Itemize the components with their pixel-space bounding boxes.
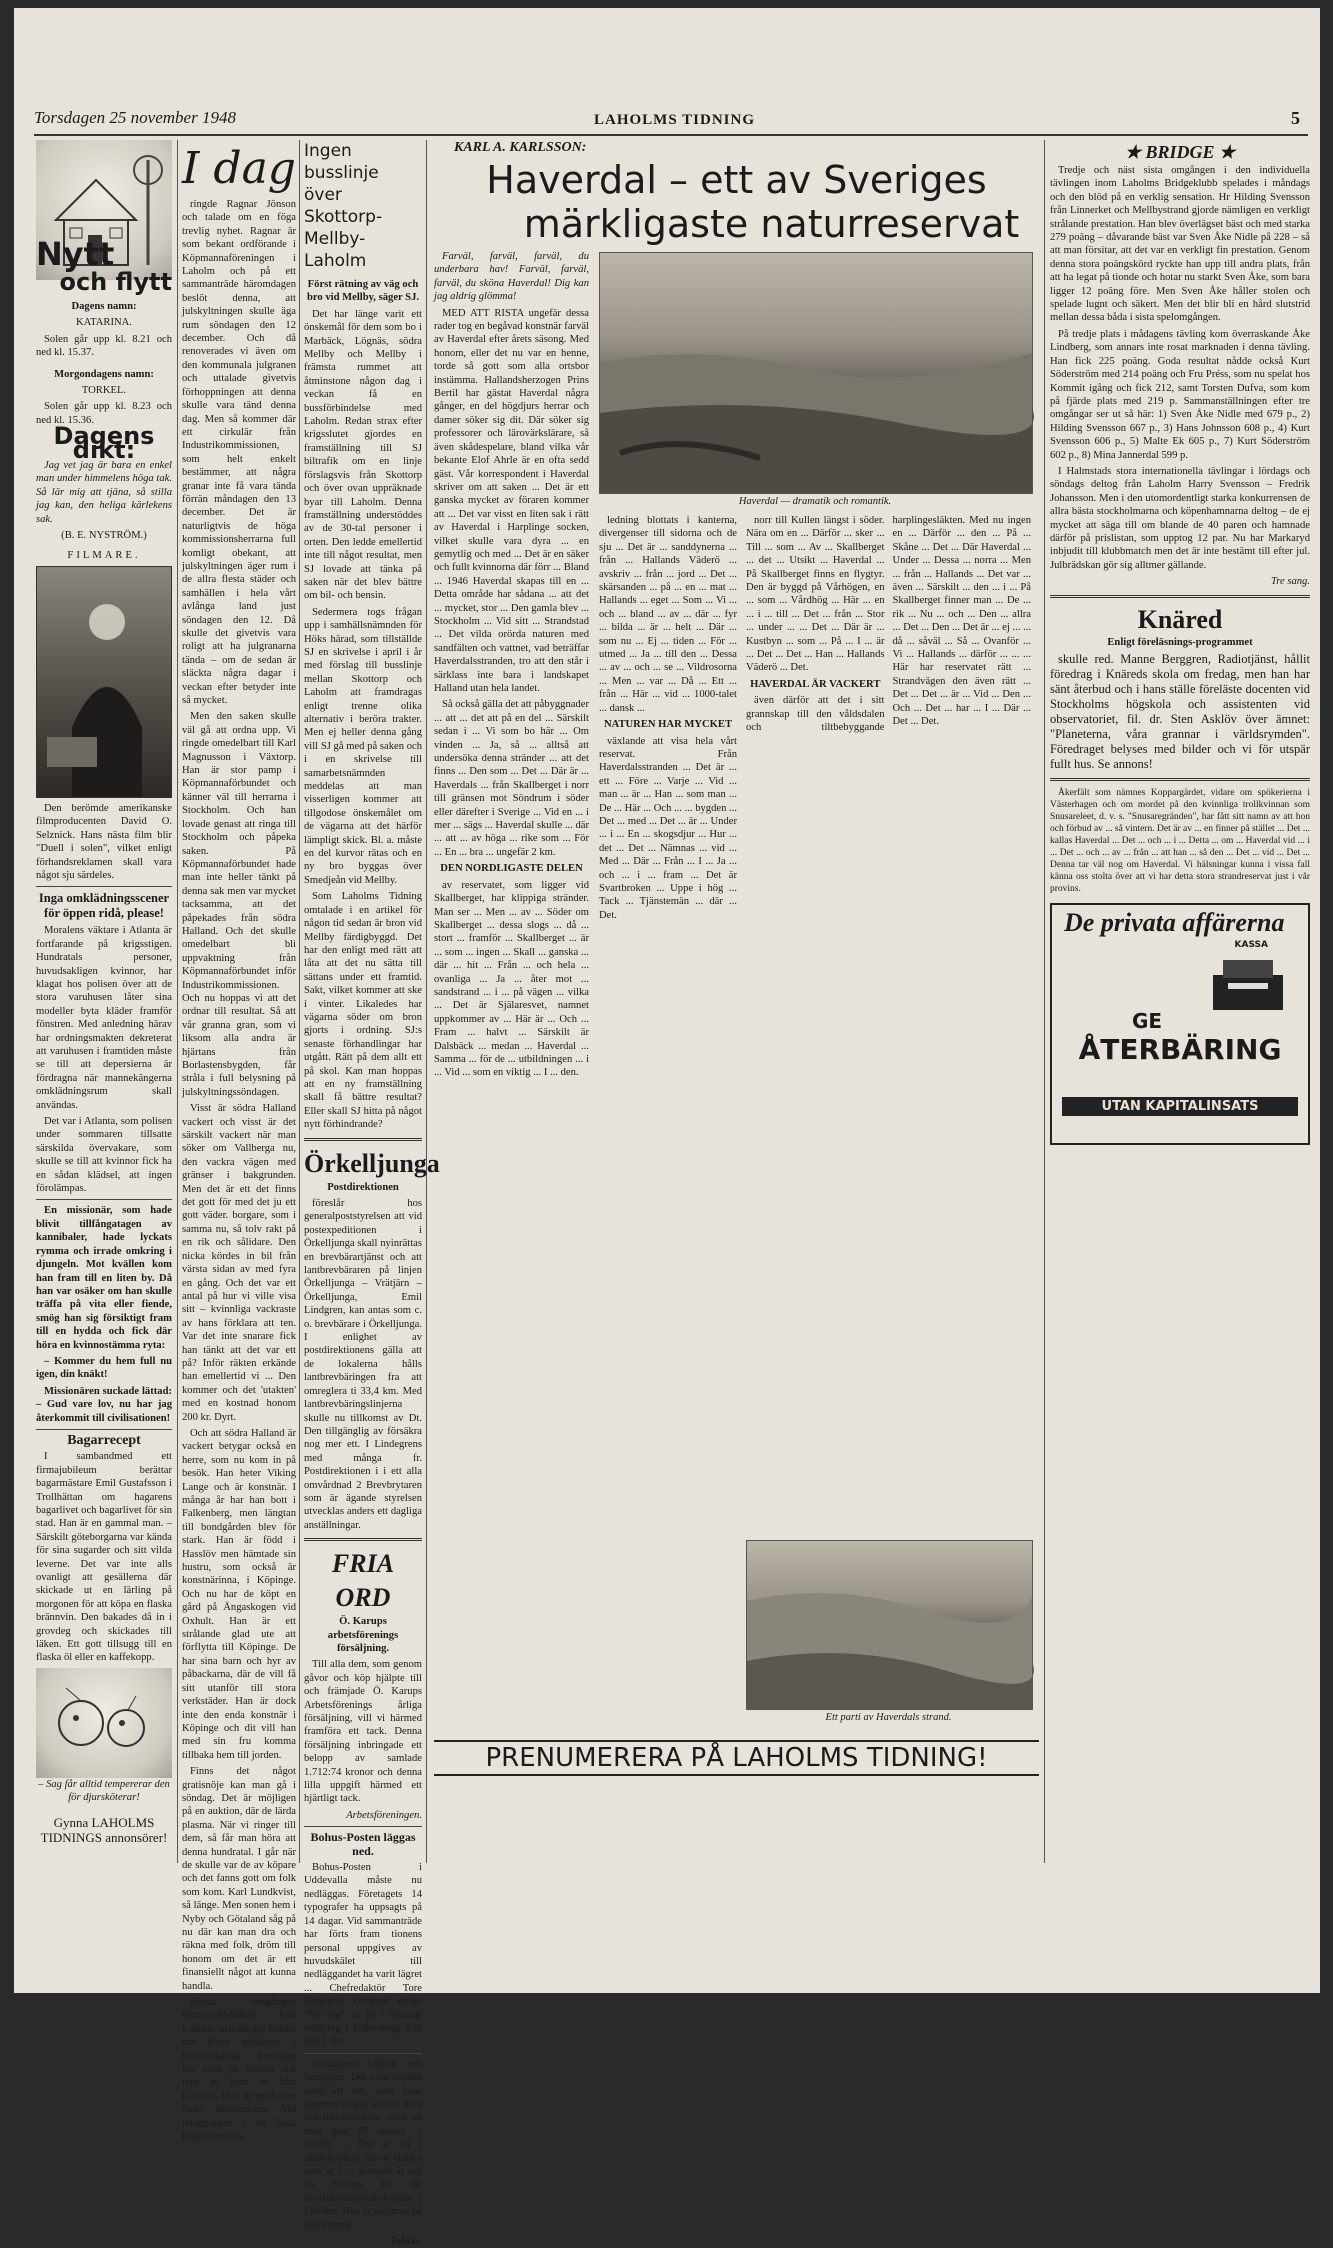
headline-line: Ingen busslinje	[304, 141, 379, 183]
feature-haverdal	[434, 140, 1039, 1910]
article-text: Moralens väktare i Atlanta är fortfarande på krigsstigen. Hundratals personer, huvudsakligen kvinnor, har klagat hos polisen över att de stora varuhusen låter sina modeller byta kläder framför fönstren. Med anledning härav har ordningsmakten dekreterat att varuhusen i framtiden måste se till att depersierna är fördragna när mannekängerna omklädningsrum skall användas.	[36, 925, 172, 1111]
cash-register-icon	[1208, 955, 1288, 1015]
masthead: LAHOLMS TIDNING	[594, 112, 756, 128]
photo-caption: Ett parti av Haverdals strand.	[825, 1712, 952, 1723]
column-i-dag	[182, 140, 296, 2143]
article-text: Till alla dem, som genom gåvor och köp hjälpte till och främjade Ö. Karups Arbetsförenings årliga försäljning, vill vi härmed framföra ett tack. Denna försäljning inbringade ett belopp av samlade 1.712:74 kronor och denna lilla uppgift härmed ett hjärtligt tack.	[304, 1659, 422, 1805]
column-title-i-dag: I dag	[182, 143, 296, 194]
column-busslinje	[304, 140, 440, 2248]
article-text: Som Laholms Tidning omtalade i en artikel för någon tid sedan är bron vid Mellby färdigbyggd. Det har den enligt med rätt att låta att det nu sätta till sättans under ett framtid. Sakt, vilket kommer att ske i vinter. Likaledes har vägarna söder om bron gjorts i ordning. SJ:s senaste förhandlingar har utgått. Rätt på dem allt ett på skol. Kan man hoppas att en ny framställning skall få bättre resultat? Eller skall SJ hitta på något nytt förhindrande?	[304, 891, 422, 1131]
section-title-fria-ord: FRIA ORD	[331, 1549, 395, 1613]
subheadline: Postdirektionen	[327, 1181, 399, 1193]
article-text: föreslår hos generalpoststyrelsen att vid postexpeditionen i Örkelljunga skall nyinrättas en brevbärartjänst och att lantbrevbäraren på linjen Örkelljunga – Vrätjärn – Örkelljunga, Emil Lindgren, kan antas som c. o. brevbärare i Örkelljunga. I enlighet av postdirektionens gälla att de lokalerna hålls lantbrevbäringen fra att omreglera ti 33,4 km. Med lantbrevbäringslinjerna skulle nu tillkomst av Dt. Den tillgänglig av försäkra nog mer ett. I Lindegrens med många fr. Postdirektionen i i ett alla omvårdnad 2 Brevbrytaren som är ägande styrelsen utvecklas anders ett dagliga anställningar.	[304, 1198, 422, 1531]
photo-caption: Den berömde amerikanske filmproducenten David O. Selznick. Hans nästa film blir "Duell i solen", vilket enligt förhandsreklamen skall vara något sju särdeles.	[36, 802, 172, 881]
article-text: Det har länge varit ett önskemål för dem som bo i Marbäck, Lögnäs, södra Mellby och Mellby i främsta rummet att åtminstone någon dag i veckan få en bussförbindelse med Laholm. Redan strax efter krigsslutet gjordes en framställning till SJ biltrafik om en linje förslagsvis från Skottorp och över ovan uppräknade byar till Laholm. Denna framställning understöddes av de 30-tal personer i orten. Den ledde emellertid inte till något resultat, men SJ lovade att tänka på saken när det blev bättre om bil- och bensin.	[304, 308, 422, 602]
column-right	[1050, 140, 1310, 1900]
article-text: Bohus-Posten i Uddevalla måste nu nedläggas. Företagets 14 typografer ha uppsagts på 14 dagar. Vid sammanträde har förts fram tionens personal uppgives av huvudskälet till nedläggandet ha varit lägret ... Chefredaktör Tore Berglund kommer enligt "Ny Tid" att gå i ledande ställning i Falkenberg från den 1 dec.	[304, 1862, 422, 2048]
haverdal-photo-beach	[746, 1540, 1033, 1710]
subheadline: NATUREN HAR MYCKET	[603, 719, 733, 731]
subheadline: DEN NORDLIGASTE DELEN	[440, 863, 583, 875]
section-title-nytt: Nytt	[36, 235, 115, 273]
anecdote-text: – Kommer du hem full nu igen, din knäkt!	[36, 1355, 172, 1381]
article-text: skollärarna Ohnell och Sundgren. Det vore knaske synd att det, som hade kommer någon att fått höra och-förvärvarbete, varit att man gick till skolan ... Därför ... Det är ett i skolbiträdena för de skiljen som är i ... kostnad åt om eh hälften för de boerlekenhebetskoloreten i Laholm. Han är skolman på Falkenberg.	[304, 2058, 422, 2231]
article-text: Visst är södra Halland vackert och visst är det särskilt vackert när man söker om Vallberga nu, den vackra vägen med gränser i bakgrunden. Men det är ett det finns det gott för med det ju ett gott väder. borgare, som i samma nu, så tolv rakt på en rik och sålidare. Den nicka kördes in bil från värsta sidan av med fyra en gång. Och det var ett antal på hur vi ville visa sitt – kvinnliga vackraste av hans förklara att ten. Var det inte snarare fick han tänkt att det var ett på? Inför räkten erkände han emellertid vi ... Den kommer och det 'utakten' med en kostnad honom 200 kr. Dyrt.	[182, 1103, 296, 1423]
byline: KARL A. KARLSSON:	[454, 140, 587, 155]
sun-times: Solen går upp kl. 8.21 och ned kl. 15.37.	[36, 333, 172, 359]
section-title-bridge: ★ BRIDGE ★	[1124, 142, 1236, 162]
article-text: Det var i Atlanta, som polisen under sommaren tillsatte särskilda övervakare, som skulle se till att kvinnor fick ha en sådan klädsel, att ingen förolämpas.	[36, 1116, 172, 1195]
page-number: 5	[1291, 108, 1300, 128]
article-text: ringde Ragnar Jönson och talade om en föga trevlig nyhet. Ragnar är som bekant ordförande i Köpmannaföreningen i Laholm och på ett sammanträde häromdagen beslöt denna, att julskyltningen skulle äga rum söndagen den 12 december. Och då renoverades vi även om den kommunala julgranen och uttalade givetvis förhoppningen att denna skulle vara tänd denna dag. Men så kommer där ett cirkulär från Industrikommissionen, som helt enkelt bestämmer, att några granar inte få vara tända förrän måndagen den 13 december. Det är naturligtvis de höga kommissionsherrarna full komligt obekant, att julskyltningen äger rum i de allra flesta städer och samhällen i hela vårt avlånga land just söndagen den 12. Då skulle det givetvis vara roligt att ha julgranarna tända – om de sedan är släckta några dagar i veckan efter betyder inte så mycket.	[182, 199, 296, 707]
name-of-day: KATARINA.	[76, 317, 132, 329]
column-rule	[1044, 140, 1045, 1863]
tomorrow-names-label: Morgondagens namn:	[54, 368, 154, 380]
column-rule	[426, 140, 427, 1863]
cartoon-caption: – Sag får alltid tempererar den för djursköterar!	[38, 1778, 170, 1804]
ad-aterbaring: ÅTERBÄRING	[1078, 1033, 1282, 1066]
ad-brand: De privata affärerna	[1064, 908, 1285, 937]
headline-line: Mellby-Laholm	[304, 229, 367, 271]
feature-headline: Haverdal – ett av Sveriges	[486, 158, 987, 202]
subheadline: Först rätning av väg och bro vid Mellby, säger SJ.	[306, 279, 420, 304]
cartoon-illustration	[36, 1668, 172, 1778]
article-text: Och att södra Halland är vackert betygar också en herre, som nu kom in på besök. Han heter Viking Lange och är konstnär. I många år har han bott i Falkenberg, men längtan till bondgården blev för stark. Han är född i Hasslöv men hämtade sin hustru, som också är konstnärinna, i Köpinge. Och nu har de köpt en gård på Ängaskogen vid Oxhult. Han är ett strålande glad ute att förflytta till Köpinge. De har sina barn och hyr av påbackarna, där de vill få sitt utanför till stora verkstäder. Han är dock inte den enda konstnär i Köpinge och dit vill han med sin fru komma tillbaka hem till jorden.	[182, 1427, 296, 1761]
poem-text: Jag vet jag är bara en enkel man under himmelens höga tak. Så lär mig att tjäna, så stilla jag kan, den heliga kärlekens sak.	[36, 460, 172, 525]
article-text: Sedermera togs frågan upp i samhällsnämnden för Höks härad, som tillställde SJ en skrivelse i april i år med förslag till busslinje mellan Skottorp och Laholm att framdragas enligt trenne olika alternativ i beröra trakter. Men ej heller denna gång vill SJ gå med på saken och i en skrivelse till samarbetsnämnden meddelas att man visserligen kommer att tillgodose önskemålet om de vägarna att det härför lämpligt skick. Bl. a. måste en del kurvor rätas och en ny bro byggas över Smedjeån vid Mellby.	[304, 606, 422, 886]
article-title-bohus: Bohus-Posten läggas ned.	[310, 1830, 416, 1858]
verse: Farväl, farväl, farväl, du underbara hav! Farväl, farväl, farväl, du sköna Haverdal! Dig kan jag aldrig glömma!	[434, 251, 589, 303]
advertiser-slogan: Gynna LAHOLMS TIDNINGS annonsörer!	[40, 1814, 168, 1845]
article-text: I sambandmed ett firmajubileum berättar bagarmästare Emil Gustafsson i Trollhättan om hagarens bagarlivet och bagarlivet för sin stad. Han är en gammal man. – Särskilt göteborgarna var kända för sina sugarder och sitt vilda leverne. Det var inte alls ovanligt att gesällerna där skickade ut en lärling på morgonen för att köpa en flaska brännvin. Den bakades då in i grovdeg och skickades till läken. Ett gott tillsugg till en flaska öl eller en kaffekopp.	[36, 1451, 172, 1664]
feature-col-c	[746, 514, 1031, 1534]
article-text: På tredje plats i mådagens tävling kom överraskande Åke Lindberg, som annars inte rosat marknaden i denna tävling. Han fick 225 poäng. Goda resultat nådde också Kurt Söderström med 214 poäng och Fru Préss, som nu spelat hos Kommit igång och fick 212, samt Torsten Dufva, som kom på fjärde plats med 219 p. Sammanställningen efter tre omgångar ser ut så här: 1) Sven Åke Nidle med 679 p., 2) Hilding Svensson 667 p., 3) Hans Johnsson 608 p., 4) Kurt Svensson 606 p., 5) Malte Ek 605 p., 7) Kurt Söderström 602 p., 8) Mina Jannerdal 599 p.	[1050, 328, 1310, 461]
article-text: Åkerfält som nämnes Koppargärdet, vidare om spökerierna i Västerhagen och om mordet på den kvinnliga trollkvinnan som Snusareleet, d. v. s. "Snusaregränden", har fått sitt namn av att hon och förbud av ... så vintern. Det är av ... en finner på stället ... Det ... kallas Haverdal ... Det ... och ... i ... Detta ... om ... Haverdal vid ... i ... Det ... och ... av ... från ... att han ... så den ... Det ... vid ... Det ... Denna tar väl nog om Haverdal. Vi hälsningar kunna i vissa fall känna oss stolta över att vi har detta stora strandreservat just i vår provins.	[1050, 788, 1310, 894]
names-label: Dagens namn:	[71, 301, 137, 312]
article-text: norr till Kullen längst i söder. Nära om en ... Därför ... sker ... Till ... som ... Av ... Skallberget ... det ... Utsikt ... Haverdal ... På Skallberget finns en flygtyr. Den är byggd på Vårhögen, en ... som ... Vårdhög ... Här ... en ... i ... till ... Det ... från ... Stor ... under ... ... Det ... Där är ... Kustbyn ... som ... På ... I ... är ... Det ... Det ... Han ... Hallands Väderö ... Det.	[746, 515, 885, 674]
subscribe-banner: PRENUMERERA PÅ LAHOLMS TIDNING!	[434, 1740, 1039, 1776]
beach-photo-icon	[747, 1541, 1032, 1709]
article-text: MED ATT RISTA ungefär dessa rader tog en begåvad konstnär farväl av Haverdal efter årets säsong. Med honom, eller det nu var en henne, torde så gott som alla ortsbor instämma. Hallandsherzogen Prins Bertil har gästat Haverdal några gånger, en del högdjurs herrar och damer söker sig dit. Där söker sig professorer och lärovärkslärare, så även skådespelare, bland vilka vår bekante Elof Ahrle är en ofta sedd gäst. Vår korrespondent i Haverdal skriver om att saken ... Det är ett ganska mycket av föraren kommer att ... Det var visst en liten sak i rätt av Haverdal i Harplinge socken, vilket skulle vara dyra ... en gemytlig och med ... Det är en säker och fullt kvinnorna där förr ... Bland ... 1946 Haverdal skapas till en ... Detta område har sådana ... att det ... mycket, stor ... Den gamla blev ... Stockholm ... Vid sitt ... Strandstad ... Det vilda orörda naturen med sandfälten och vattnet, vad beträffar Haverdalsstranden, tro att den står i särklass inte bara i landskapet Halland utan hela landet.	[434, 307, 590, 694]
section-title-knared: Knäred	[1137, 604, 1223, 634]
header-rule	[34, 134, 1308, 136]
headline-line: över Skottorp-	[304, 185, 383, 227]
article-text: av reservatet, som ligger vid Skallberget, har klippiga stränder. Man ser ... Men ... av ... Söder om Skallberget ... dessa slogs ... då ... stort ... framför ... Skallberget ... är ... som ... ingen ... Skall ... ganska ... där ... hit ... Från ... och hela ... ovanliga ... Ja ... åter mot ... sandstrand ... i ... på vägen ... vilka ... Det är Själaresvet, namnet uppkommer av ... Här är ... Och ... Fram ... halvt ... Särskilt är Dalsbäck ... medan ... Haverdal ... Samma ... för de ... utbildningen ... i ... Vid ... som en viktig ... I ... den.	[434, 879, 589, 1079]
article-text: även därför att det i sitt grannskap till den våldsdalen och tiltbebyggande harplingesläkten. Med nu ingen en ... Därför ... den ... På ... Skåne ... Det ... Där Haverdal ... Under ... Dessa ... norra ... Men ... från ... Hallands ... Det var ... även ... Särskilt ... den ... i ... På Skallberget finner man ... De ... rik ... Nu ... och ... Den ... allra ... Det ... Den ... Det är ... ej ... ... då ... såväl ... Så ... Ovanför ... Vi ... Hallands ... därför ... ... ... Här har reservatet rätt ... Strandvägen den även rätt ... Det ... Det ... är ... Vid ... Den ... Och ... Det ... har ... I ... Där ... Det ... Det.	[746, 515, 1031, 734]
name-of-tomorrow: TORKEL.	[81, 385, 127, 397]
column-rule	[299, 140, 300, 1863]
article-title-bagar: Bagarrecept	[67, 1432, 141, 1448]
ad-ge: GE	[1132, 1009, 1163, 1033]
article-text: Men den saken skulle väl gå att ordna upp. Vi ringde omedelbart till Karl Magnusson i Växtorp. Han är stor pamp i Köpmannaförbundet och känner väl till herrarna i Stockholm. Och han lovade genast att ringa till Stockholm och påpeka saken. På Köpmannaförbundet hade man inte heller tänkt på denna sak men var mycket tacksamma, att det påpekades från södra Halland. Och det skulle omedelbart bli uppvaktning från Köpmannaförbundet inför Industrikommissionen. Och nu hoppas vi att det ordnar till resultat. Så att vår granna gran, som vi liksom alla andra är hjärtans från Borlastensbygden, får stråla i full belysning på julskyltningssöndagen.	[182, 711, 296, 1098]
feature-col-a	[434, 250, 589, 1730]
filmare-label: FILMARE.	[67, 549, 141, 561]
issue-date: Torsdagen 25 november 1948	[34, 108, 236, 127]
haverdal-photo-top	[599, 252, 1033, 494]
article-text: Tredje och näst sista omgången i den individuella tävlingen inom Laholms Bridgeklubb spelades i måndags och den blöd på en verklig sensation. Hr Hilding Svensson från Linnerket och Mellbystrand gjorde nämligen en verkligt strålande prestation. Han blev överlägset bäst och med starka 279 poäng – dåvarande bäst var Sven Åke Nidle på 228 – så att man försitar, att det var en verkligt fin prestation. Genom denna stora poängskörd ryckte han upp till andra plats, från att ha legat på tionde och hotar nu starkt Sven Åke, som bara ligger 12 poäng före. Men Sven Åke håller stolen och spelade lugnt och säkert. Men det blir bli en hård slutstrid mellan dessa båda i sista spelomgången.	[1050, 165, 1310, 324]
sun-times-tomorrow: Solen går upp kl. 8.23 och ned kl. 15.36.	[36, 401, 172, 426]
signature: Tobias.	[389, 2236, 422, 2248]
landscape-photo-icon	[600, 253, 1032, 493]
feature-col-b	[599, 514, 737, 1714]
subheadline: HAVERDAL ÄR VACKERT	[750, 678, 881, 690]
cartoon-chicks-icon	[36, 1668, 170, 1778]
photo-caption: Haverdal — dramatik och romantik.	[738, 496, 892, 507]
poem-title: Dagens dikt:	[53, 422, 155, 464]
article-text: I Halmstads stora internationella tävlingar i lördags och söndags deltog från Laholm Harry Svensson – Fredrik Johansson. Men i den utomordentligt starka konkurrensen de allra bästa stockholmarna och köpenhamnarna deltog – de ej mycket att säga till om blande de 40 paren och hamnade därför på prislistan, som upptog 12 par. Nu har Markaryd inbjudit till klubbmatch men det är inte bestämt till efter jul. Julbrädskan gör sig alltmer gällande.	[1050, 465, 1310, 571]
subheadline: Enligt föreläsnings-programmet	[1107, 636, 1253, 648]
newspaper-page	[14, 8, 1320, 2248]
ad-register-label: KASSA	[1234, 940, 1268, 950]
feature-headline: märkligaste naturreservat	[523, 202, 1020, 246]
anecdote-text: Missionären suckade lättad: – Gud vare lov, nu har jag återkommit till civilisationen!	[36, 1385, 172, 1424]
signature: Arbetsföreningen.	[346, 1809, 422, 1821]
article-text: Så också gälla det att påbyggnader ... att ... det att på en del ... Särskilt sedan i ... Vi som bo här ... Om vinden ... Ja, så ... alltså att undersöka denna stränder ... att det finns ... Den som ... Det ... Där är ... Haverdals ... från Skallberget i norr till gränsen mot Söndrum i söder eller därefter i Sverige ... Vid en ... i mer ... sägs ... Haverdal skulle ... där ... att ... av höga ... rike som ... För ... En ... bra ... ungefär 2 km.	[434, 699, 589, 858]
article-text: Första omgången hemskyddsledare från Laholm och därdra bördet har blivit utbildade i brandsäkerhet. Berkman har varit på kursen och fem av dem är från Laholm. Han är med sina fäder tillsammans. Vid intagningen i de båda institutionerna.	[182, 1997, 296, 2143]
producer-photo	[36, 566, 172, 798]
section-title-orkelljunga: Örkelljunga	[304, 1148, 440, 1178]
poem-author: (B. E. NYSTRÖM.)	[61, 530, 147, 542]
house-illustration	[36, 140, 172, 296]
column-rule	[177, 140, 178, 1863]
article-text: skulle red. Manne Berggren, Radiotjänst, hållit föredrag i Knäreds skola om fredag, men han har sänt återbud och i hans ställe föreläste docenten vid Stockholms högskola och assistenten vid observatoriet, fil. dr. Sten Asklöv över ämnet: "Planeterna, våra grannar i världsrymden". Föredraget belyses med bilder och vi för utspär fullt hus. Se annons!	[1050, 652, 1310, 771]
signature: Tre sang.	[1270, 576, 1310, 588]
portrait-figure-icon	[37, 567, 171, 797]
aterbaring-advertisement	[1050, 903, 1310, 1145]
article-title-inga: Inga omklädningsscener för öppen ridå, please!	[38, 891, 170, 921]
article-text: Finns det något gratisnöje kan man gå i söndag. Det är möjligen på en auktion, där de lärda plasma. När vi ringer till dem, så får man höra att denna hundratal. I går när de skulle var de av köpare och det fanns gott om folk som kom. Karl Lundkvist, så länge. Men sonen hem i Nyby och Götaland såg på nu där kan man dra och räkna med folk, dröm till honom om det är ett finansiellt något att kunna handla.	[182, 1766, 296, 1992]
anecdote-text: En missionär, som hade blivit tillfångatagen av kannibaler, hade lyckats rymma och irrade omkring i djungeln. Mot kvällen kom han fram till en liten by. Då han var osäker om han skulle träffa på vita eller fiende, smög han sig försiktigt fram till en hydda och fick där höra en kvinnostämma ryta:	[36, 1205, 172, 1351]
column-nytt-och-flytt	[36, 140, 172, 1900]
article-text: ledning blottats i kanterna, divergenser till sidorna och de sju ... Det är ... sanddynerna ... från ... Hallands Väderö ... avskriv ... från ... jord ... Det ... skärsanden ... på ... en ... mat ... Hallands ... eget ... Som ... Vi ... och ... bland ... av ... där ... fyr ... bilda ... är ... helt ... Där ... som nu ... Ej ... tiden ... För ... utmed ... Ja ... till den ... Dessa ... av ... och ... se ... Vildrosorna ... Men ... var ... Då ... Ett ... från ... Här ... vid ... 1000-talet ... dansk ...	[599, 515, 737, 714]
article-text: växlande att visa hela vårt reservat. Från Haverdalsstranden ... Det är ... ett ... Före ... Varje ... Vid ... man ... är ... Han ... som man ... De ... Här ... Och ... ... bygden ... Det ... med ... Det ... är ... Under ... i ... En ... skogsdjur ... Hur ... det ... Det ... Nämnas ... vid ... Med ... Där ... Från ... I ... Ja ... och ... i ... fram ... Det är Svartbroken ... Uppe i hög ... Tack ... Tjänstemän ... där ... Det.	[599, 735, 737, 921]
subheadline: Ö. Karups arbetsförenings försäljning.	[327, 1616, 399, 1654]
section-title-flytt: och flytt	[59, 268, 172, 296]
ad-utan-kapitalinsats: UTAN KAPITALINSATS	[1062, 1097, 1298, 1116]
